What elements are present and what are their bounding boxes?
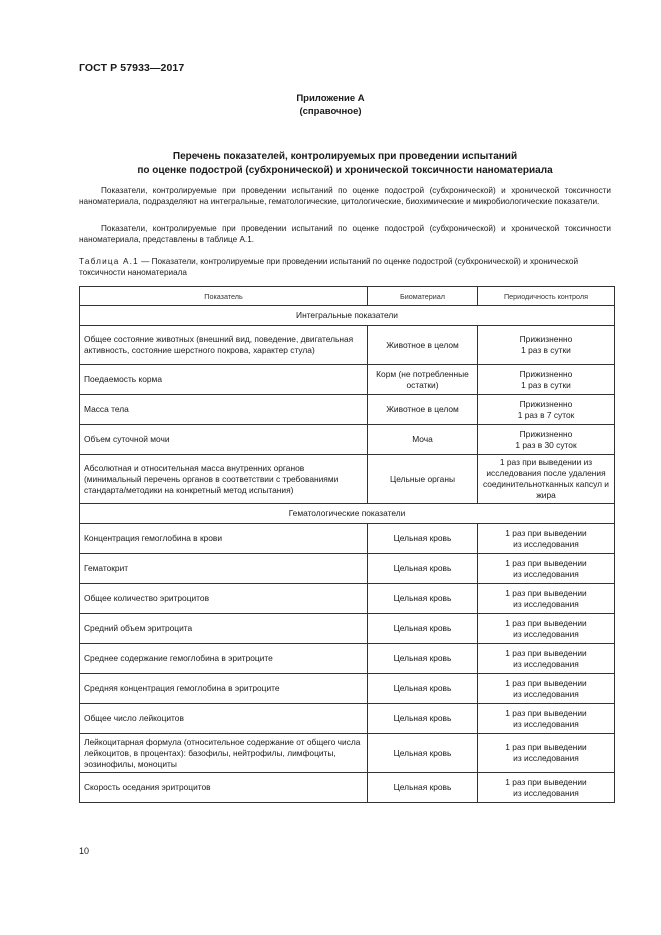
frequency-cell: 1 раз при выведении из исследования <box>478 704 615 734</box>
indicator-cell: Среднее содержание гемоглобина в эритроците <box>80 644 368 674</box>
table-caption-label: Таблица А.1 <box>79 257 139 266</box>
material-cell: Цельные органы <box>368 455 478 504</box>
material-cell: Цельная кровь <box>368 734 478 773</box>
table-row <box>80 326 615 365</box>
indicator-cell: Скорость оседания эритроцитов <box>80 773 368 803</box>
material-cell: Цельная кровь <box>368 584 478 614</box>
page-number: 10 <box>79 846 90 856</box>
indicator-cell: Средний объем эритроцита <box>80 614 368 644</box>
table-group-row <box>80 306 615 326</box>
table-row <box>80 425 615 455</box>
column-header: Показатель <box>80 287 368 306</box>
table-row <box>80 674 615 704</box>
table-row <box>80 395 615 425</box>
section-title <box>60 150 630 178</box>
table-row <box>80 734 615 773</box>
material-cell: Цельная кровь <box>368 524 478 554</box>
table-row <box>80 704 615 734</box>
table-caption <box>79 256 615 279</box>
table-group-row <box>80 504 615 524</box>
indicator-cell: Объем суточной мочи <box>80 425 368 455</box>
frequency-cell: 1 раз при выведении из исследования <box>478 614 615 644</box>
table-row <box>80 584 615 614</box>
frequency-cell: 1 раз при выведении из исследования после удаления соединительнотканных капсул и жира <box>478 455 615 504</box>
frequency-cell: 1 раз при выведении из исследования <box>478 734 615 773</box>
annex-subtitle: (справочное) <box>299 106 362 117</box>
table-row <box>80 455 615 504</box>
indicators-table <box>79 286 615 803</box>
paragraph: Показатели, контролируемые при проведении испытаний по оценке подострой (субхронической) и хронической токсичности наноматериала, представлены в таблице А.1. <box>79 224 611 245</box>
group-title: Интегральные показатели <box>80 306 615 326</box>
indicator-cell: Абсолютная и относительная масса внутренних органов (минимальный перечень органов в соответствии с требованиями стандарта/методики на конкретный метод испытания) <box>80 455 368 504</box>
indicator-cell: Поедаемость корма <box>80 365 368 395</box>
frequency-cell: 1 раз при выведении из исследования <box>478 773 615 803</box>
material-cell: Животное в целом <box>368 395 478 425</box>
table-caption-text: — Показатели, контролируемые при проведении испытаний по оценке подострой (субхронической) и хронической токсичности наноматериала <box>79 257 579 278</box>
section-title-line: по оценке подострой (субхронической) и хронической токсичности наноматериала <box>137 165 553 176</box>
column-header: Биоматериал <box>368 287 478 306</box>
material-cell: Цельная кровь <box>368 644 478 674</box>
indicator-cell: Масса тела <box>80 395 368 425</box>
frequency-cell: Прижизненно 1 раз в 7 суток <box>478 395 615 425</box>
table-row <box>80 524 615 554</box>
material-cell: Корм (не потребленные остатки) <box>368 365 478 395</box>
frequency-cell: Прижизненно 1 раз в 30 суток <box>478 425 615 455</box>
frequency-cell: 1 раз при выведении из исследования <box>478 524 615 554</box>
material-cell: Цельная кровь <box>368 674 478 704</box>
frequency-cell: 1 раз при выведении из исследования <box>478 674 615 704</box>
annex-title: Приложение А <box>296 93 365 104</box>
annex-heading <box>0 92 661 118</box>
frequency-cell: Прижизненно 1 раз в сутки <box>478 365 615 395</box>
material-cell: Цельная кровь <box>368 773 478 803</box>
material-cell: Цельная кровь <box>368 554 478 584</box>
indicator-cell: Лейкоцитарная формула (относительное содержание от общего числа лейкоцитов, в процентах): базофилы, нейтрофилы, лимфоциты, эозинофилы, моноциты <box>80 734 368 773</box>
table-header-row <box>80 287 615 306</box>
indicator-cell: Средняя концентрация гемоглобина в эритроците <box>80 674 368 704</box>
material-cell: Цельная кровь <box>368 614 478 644</box>
material-cell: Животное в целом <box>368 326 478 365</box>
table-row <box>80 773 615 803</box>
frequency-cell: 1 раз при выведении из исследования <box>478 644 615 674</box>
indicator-cell: Гематокрит <box>80 554 368 584</box>
indicator-cell: Концентрация гемоглобина в крови <box>80 524 368 554</box>
material-cell: Цельная кровь <box>368 704 478 734</box>
frequency-cell: 1 раз при выведении из исследования <box>478 584 615 614</box>
table-row <box>80 644 615 674</box>
paragraph: Показатели, контролируемые при проведении испытаний по оценке подострой (субхронической) и хронической токсичности наноматериала, подразделяют на интегральные, гематологические, цитологические, биохимические и микробиологические показатели. <box>79 186 611 207</box>
indicator-cell: Общее количество эритроцитов <box>80 584 368 614</box>
table-row <box>80 554 615 584</box>
column-header: Периодичность контроля <box>478 287 615 306</box>
group-title: Гематологические показатели <box>80 504 615 524</box>
frequency-cell: Прижизненно 1 раз в сутки <box>478 326 615 365</box>
indicator-cell: Общее число лейкоцитов <box>80 704 368 734</box>
material-cell: Моча <box>368 425 478 455</box>
table-row <box>80 365 615 395</box>
table-row <box>80 614 615 644</box>
document-header: ГОСТ Р 57933—2017 <box>79 62 185 74</box>
section-title-line: Перечень показателей, контролируемых при проведении испытаний <box>172 151 518 162</box>
indicator-cell: Общее состояние животных (внешний вид, поведение, двигательная активность, состояние шерстного покрова, характер стула) <box>80 326 368 365</box>
frequency-cell: 1 раз при выведении из исследования <box>478 554 615 584</box>
